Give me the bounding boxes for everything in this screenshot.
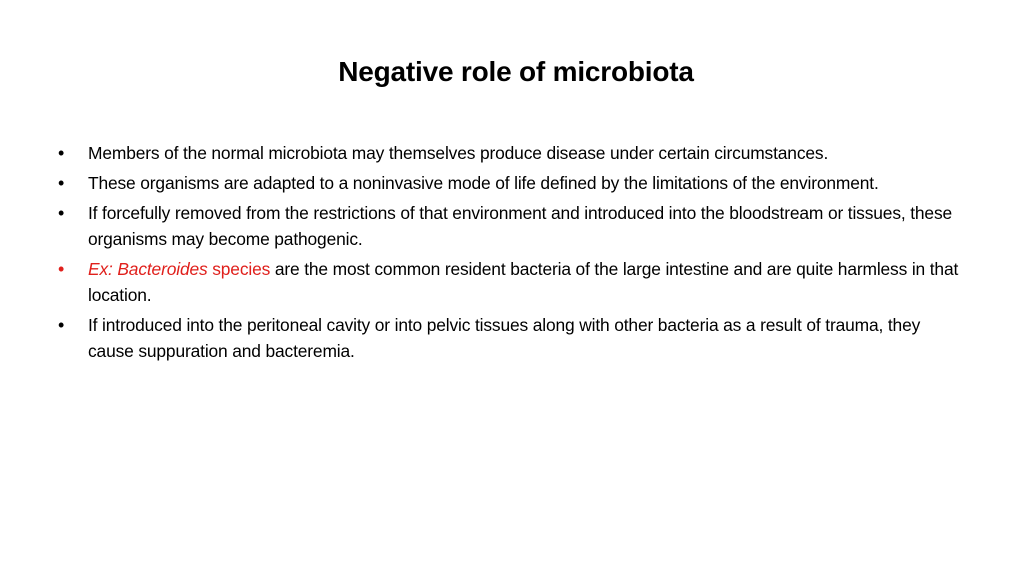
bullet-text: These organisms are adapted to a noninvasive mode of life defined by the limitations of the environment. xyxy=(88,173,879,193)
bullet-item xyxy=(56,170,966,196)
bullet-item-example xyxy=(56,256,966,308)
bullet-item xyxy=(56,140,966,166)
bullet-item xyxy=(56,312,966,364)
bullet-icon: • xyxy=(58,259,65,279)
bullet-text: Members of the normal microbiota may themselves produce disease under certain circumstances. xyxy=(88,143,829,163)
bullet-item xyxy=(56,200,966,252)
bullet-text: If introduced into the peritoneal cavity or into pelvic tissues along with other bacteria as a result of trauma, they cause suppuration and bacteremia. xyxy=(88,315,921,361)
slide-title: Negative role of microbiota xyxy=(338,56,694,87)
bullet-text: If forcefully removed from the restrictions of that environment and introduced into the bloodstream or tissues, these organisms may become pathogenic. xyxy=(88,203,953,249)
bullet-icon: • xyxy=(58,203,65,223)
bullet-icon: • xyxy=(58,315,65,335)
example-prefix: Ex: Bacteroides xyxy=(88,259,208,279)
example-word: species xyxy=(207,259,271,279)
bullet-list xyxy=(56,140,966,368)
bullet-text: are the most common resident bacteria of the large intestine and are quite harmless in that location. xyxy=(88,259,959,305)
bullet-icon: • xyxy=(58,143,65,163)
bullet-icon: • xyxy=(58,173,65,193)
